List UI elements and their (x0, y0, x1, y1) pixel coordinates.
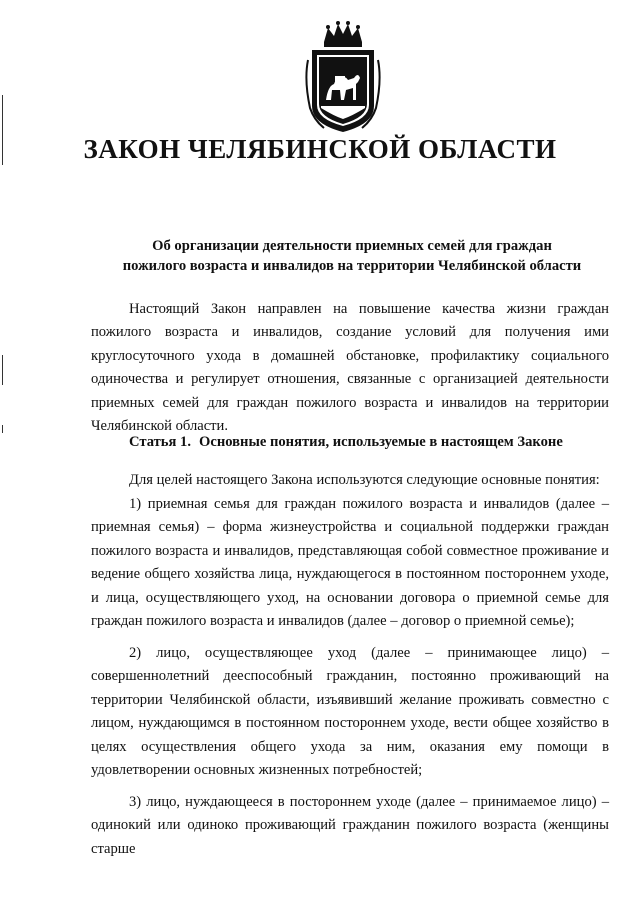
definition-item-2: 2) лицо, осуществляющее уход (далее – принимающее лицо) – совершеннолетний дееспособный гражданин, постоянно проживающий на территории Челябинской области, изъявивший желание проживать совместно с лицом, нуждающимся в постоянном постороннем уходе, вести общее хозяйство в целях осуществления общего ухода за ним, оказания ему помощи в удовлетворении основных жизненных потребностей; (91, 645, 609, 779)
article-number: Статья 1. (129, 434, 191, 450)
subtitle-line-1: Об организации деятельности приемных семей для граждан (152, 238, 552, 254)
article-heading (129, 434, 563, 451)
law-title: ЗАКОН ЧЕЛЯБИНСКОЙ ОБЛАСТИ (83, 134, 557, 164)
article-title: Основные понятия, используемые в настоящем Законе (199, 434, 563, 450)
definition-item-3: 3) лицо, нуждающееся в постороннем уходе (далее – принимаемое лицо) – одинокий или одиноко проживающий гражданин пожилого возраста (женщины старше (91, 794, 609, 857)
law-subtitle (110, 236, 594, 276)
definition-item-1: 1) приемная семья для граждан пожилого возраста и инвалидов (далее – приемная семья) – форма жизнеустройства и социальной поддержки граждан пожилого возраста и инвалидов, представляющая собой совместное проживание и ведение общего хозяйства лица, нуждающегося в постоянном постороннем уходе, и лица, осуществляющего уход, на основании договора о приемной семье для граждан пожилого возраста и инвалидов (далее – договор о приемной семье); (91, 496, 609, 630)
scan-margin-mark (2, 95, 3, 165)
coat-of-arms-emblem (302, 20, 384, 136)
scan-margin-mark (2, 355, 3, 385)
scan-margin-mark (2, 425, 3, 433)
subtitle-line-2: пожилого возраста и инвалидов на территории Челябинской области (122, 258, 582, 274)
preamble-paragraph: Настоящий Закон направлен на повышение качества жизни граждан пожилого возраста и инвалидов, создание условий для получения ими круглосуточного ухода в домашней обстановке, профилактику социального одиночества и регулирует отношения, связанные с организацией деятельности приемных семей для граждан пожилого возраста и инвалидов на территории Челябинской области. (91, 301, 609, 435)
definitions-intro: Для целей настоящего Закона используются следующие основные понятия: (129, 472, 600, 488)
